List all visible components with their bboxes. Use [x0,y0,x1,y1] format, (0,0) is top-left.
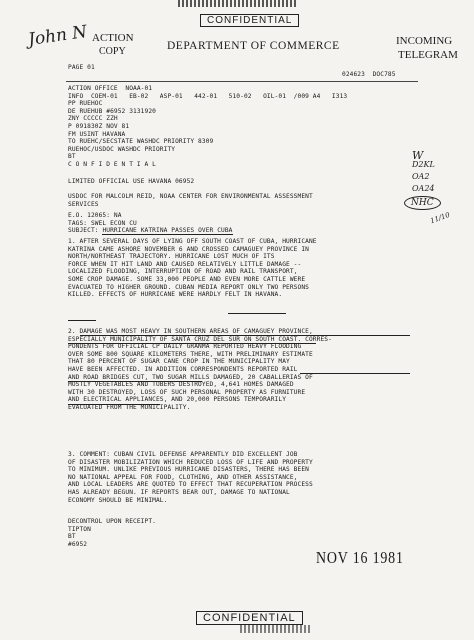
text-line: WITH 30 DESTROYED, LOSS OF SUCH PERSONAL PROPERTY AS FURNITURE [68,388,306,396]
routing-line: DE RUEHUB #6952 3131920 [68,107,156,115]
subject-line [68,227,233,235]
recipient-line: SERVICES [68,200,99,208]
text-line: OF DISASTER MOBILIZATION WHICH REDUCED LOSS OF LIFE AND PROPERTY [68,458,313,466]
eo-line: E.O. 12065: NA [68,212,122,219]
confidential-stamp-top: CONFIDENTIAL [200,14,299,27]
margin-date-note: 11/10 [429,210,451,226]
text-line: SOME CROP DAMAGE. SOME 33,000 PEOPLE AND EVEN MORE CATTLE WERE [68,275,306,283]
subject-text: HURRICANE KATRINA PASSES OVER CUBA [102,227,233,235]
received-date-stamp: NOV 16 1981 [316,548,404,567]
routing-line: TO RUEHC/SECSTATE WASHDC PRIORITY 8309 [68,138,214,146]
text-line: KILLED. EFFECTS OF HURRICANE WERE HARDLY FELT IN HAVANA. [68,291,283,299]
routing-line: FM USINT HAVANA [68,130,126,138]
text-line: NO NATIONAL APPEAL FOR FOOD, CLOTHING, AND OTHER ASSISTANCE, [68,473,298,481]
text-line: ESPECIALLY MUNICIPALITY OF SANTA CRUZ DEL SUR ON SOUTH COAST. CORRES- [68,335,332,343]
routing-line: INFO COEM-01 EB-02 ASP-01 442-01 510-02 OIL-01 /009 A4 I313 [68,92,348,100]
text-line: 2. DAMAGE WAS MOST HEAVY IN SOUTHERN AREAS OF CAMAGUEY PROVINCE, [68,328,313,335]
tags-line: TAGS: SWEL ECON CU [68,219,137,227]
routing-block [68,85,347,169]
text-line: AND ROAD BRIDGES CUT, TWO SUGAR MILLS DAMAGED, 20 CABALLERIAS OF [68,373,313,381]
paragraph-3 [68,451,313,504]
routing-line: C O N F I D E N T I A L [68,160,156,168]
text-line: KATRINA CAME ASHORE NOVEMBER 6 AND CROSSED CAMAGUEY PROVINCE IN [68,245,309,253]
incoming-label: INCOMING [396,35,453,47]
underline-mark [68,404,160,405]
underline-mark [68,381,202,382]
footer-barcode-strip [240,625,310,633]
margin-note: OA2 [412,172,430,181]
text-line: MOSTLY VEGETABLES AND TUBERS DESTROYED, 4,641 HOMES DAMAGED [68,381,294,389]
underline-mark [68,320,96,321]
action-label: ACTION [92,32,134,44]
text-line: BT [68,533,76,541]
routing-line: RUEHOC/USDOC WASHDC PRIORITY [68,145,176,153]
page-number: PAGE 01 [68,64,95,71]
paragraph-2 [68,328,332,412]
text-line: #6952 [68,540,88,548]
text-line: 3. COMMENT: CUBAN CIVIL DEFENSE APPARENTLY DID EXCELLENT JOB [68,451,298,458]
header-rule [66,81,418,82]
text-line: TO MINIMUM. UNLIKE PREVIOUS HURRICANE DISASTERS, THERE HAS BEEN [68,466,309,474]
text-line: DECONTROL UPON RECEIPT. [68,518,156,525]
routing-line: P 091830Z NOV 81 [68,122,130,130]
margin-note: W [412,149,424,162]
doc-number: 024623 DOC785 [342,71,396,78]
text-line: OVER SOME 800 SQUARE KILOMETERS THERE, WITH PRELIMINARY ESTIMATE [68,350,313,358]
paragraph-1 [68,238,317,299]
subject-label: SUBJECT: [68,227,103,235]
recipient-block [68,193,313,208]
closing-block [68,518,156,548]
underline-mark [300,373,410,374]
routing-line: PP RUEHOC [68,100,103,108]
text-line: PONDENTS FOR OFFICIAL CP DAILY GRANMA REPORTED HEAVY FLOODING [68,343,302,351]
nhc-circled-note: NHC [404,196,441,210]
text-line: AND ELECTRICAL APPLIANCES, AND 20,000 PERSONS TEMPORARILY [68,396,287,404]
text-line: 1. AFTER SEVERAL DAYS OF LYING OFF SOUTH COAST OF CUBA, HURRICANE [68,238,317,245]
text-line: ECONOMY SHOULD BE MINIMAL. [68,496,168,504]
confidential-stamp-bottom: CONFIDENTIAL [196,611,303,625]
text-line: HAVE BEEN AFFECTED. IN ADDITION CORRESPONDENTS REPORTED RAIL [68,365,298,373]
department-title: DEPARTMENT OF COMMERCE [167,40,340,52]
copy-label: COPY [99,46,126,57]
routing-line: ZNY CCCCC ZZH [68,115,118,123]
margin-note: D2KL [412,160,435,169]
header-barcode-strip [178,0,298,7]
text-line: EVACUATED FROM THE MUNICIPALITY. [68,403,191,411]
text-line: FORCE WHEN IT HIT LAND AND CAUSED RELATIVELY LITTLE DAMAGE -- [68,260,302,268]
routing-line: BT [68,153,76,161]
text-line: HAS ALREADY BEGUN. IF REPORTS BEAR OUT, DAMAGE TO NATIONAL [68,488,290,496]
handwritten-name: John N [26,21,89,51]
telegram-label: TELEGRAM [398,49,458,61]
text-line: LOCALIZED FLOODING, INTERRUPTION OF ROAD AND RAIL TRANSPORT, [68,268,298,276]
text-line: NORTH/NORTHEAST TRAJECTORY. HURRICANE LOST MUCH OF ITS [68,253,275,261]
text-line: AND LOCAL LEADERS ARE QUOTED TO EFFECT THAT RECUPERATION PROCESS [68,481,313,489]
underline-mark [68,343,316,344]
tags-block [68,212,233,235]
routing-line: ACTION OFFICE NOAA-01 [68,85,153,92]
text-line: THAT 80 PERCENT OF SUGAR CANE CROP IN THE MUNICIPALITY MAY [68,358,290,366]
text-line: TIPTON [68,525,91,533]
underline-mark [228,313,286,314]
underline-mark [80,335,410,336]
margin-note: OA24 [412,184,435,193]
limited-official-use: LIMITED OFFICIAL USE HAVANA 06952 [68,178,195,185]
text-line: EVACUATED TO HIGHER GROUND. CUBAN MEDIA REPORT ONLY TWO PERSONS [68,283,309,291]
recipient-line: USDOC FOR MALCOLM REID, NOAA CENTER FOR ENVIRONMENTAL ASSESSMENT [68,193,313,200]
